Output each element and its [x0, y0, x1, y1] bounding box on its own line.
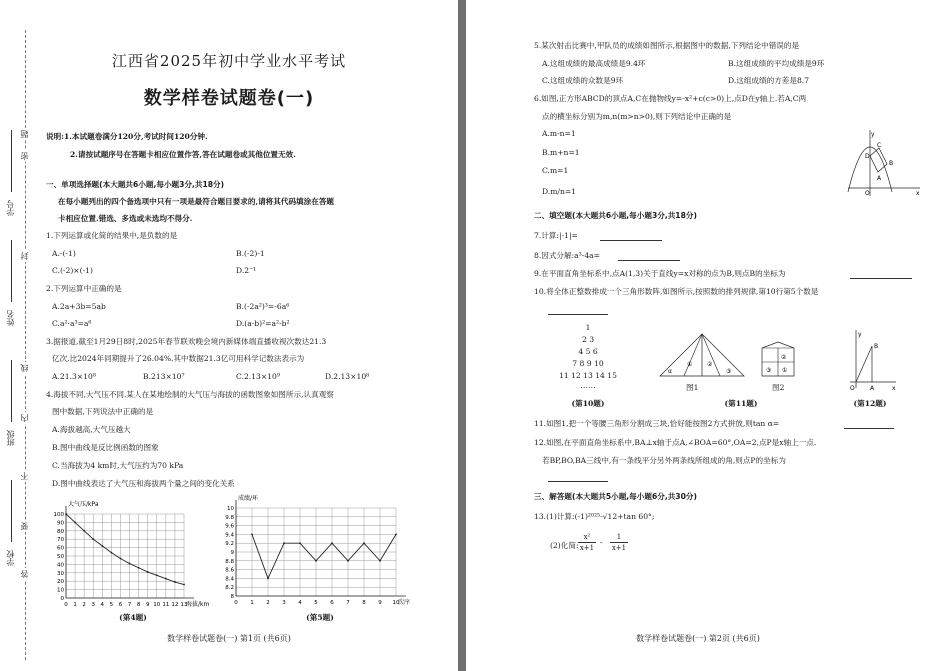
x-tick-label: 7 — [346, 600, 350, 606]
option-5d: D.这组成绩的方差是8.7 — [728, 76, 810, 85]
question-12: 12.如图,在平面直角坐标系中,BA⊥x轴于点A,∠BOA=60°,OA=2,点P是x轴上一点. — [534, 438, 817, 447]
seal-char: 不 — [20, 472, 29, 480]
label-o2: O — [850, 385, 855, 392]
data-point — [165, 578, 167, 580]
question-12-line-2: 若BP,BO,BA三线中,有一条线平分另外两条线所组成的角,则点P的坐标为 — [542, 456, 786, 465]
data-point — [283, 542, 285, 544]
section-2-title: 二、填空题(本大题共6小题,每小题3分,共18分) — [534, 211, 697, 220]
student-no-field[interactable] — [11, 130, 12, 192]
data-point — [347, 560, 349, 562]
y-tick-label: 8.6 — [225, 567, 234, 574]
data-point — [315, 560, 317, 562]
data-point — [147, 571, 149, 573]
name-field[interactable] — [11, 240, 12, 302]
y-tick-label: 8.4 — [225, 576, 234, 583]
seal-char: 内 — [20, 414, 29, 422]
part-2: ② — [707, 361, 713, 368]
option-5c: C.这组成绩的众数是9环 — [542, 76, 624, 85]
option-4a: A.海拔越高,大气压越大 — [52, 425, 131, 434]
x-tick-label: 6 — [330, 600, 334, 606]
label-y2: y — [858, 331, 862, 338]
figure-11-1-label: 图1 — [686, 383, 699, 392]
y-tick-label: 40 — [57, 562, 64, 569]
x-tick-label: 2 — [266, 600, 270, 606]
option-3c: C.2.13×10⁹ — [236, 372, 280, 381]
data-point — [156, 574, 158, 576]
x-tick-label: 7 — [127, 602, 132, 608]
fraction-1-numerator: x² — [583, 533, 591, 541]
x-tick-label: 8 — [136, 602, 141, 608]
label-b: B — [889, 160, 894, 167]
figure-12-diagram — [840, 326, 900, 392]
data-point — [129, 563, 131, 565]
option-1a: A.-(-1) — [52, 249, 76, 258]
exam-title: 江西省2025年初中学业水平考试 — [111, 52, 347, 70]
series-line — [252, 534, 396, 578]
section-3-title: 三、解答题(本大题共5小题,每小题6分,共30分) — [534, 492, 697, 501]
label-x: x — [916, 190, 920, 197]
data-point — [267, 578, 269, 580]
label-d: D — [865, 153, 870, 160]
figure-11-diagram — [656, 330, 826, 390]
fraction-2-denominator: x+1 — [611, 544, 627, 552]
series-line — [66, 514, 184, 585]
option-2a: A.2a+3b=5ab — [52, 302, 106, 311]
fraction-1-denominator: x+1 — [579, 544, 595, 552]
option-1c: C.(-2)×(-1) — [52, 266, 93, 275]
question-1: 1.下列运算或化简的结果中,是负数的是 — [46, 231, 178, 240]
answer-blank-8[interactable] — [618, 260, 680, 261]
option-5b: B.这组成绩的平均成绩是9环 — [728, 59, 825, 68]
y-tick-label: 9 — [230, 550, 234, 556]
data-point — [331, 542, 333, 544]
option-3d: D.2.13×10⁸ — [325, 372, 370, 381]
option-1b: B.(-2)-1 — [236, 249, 265, 258]
y-tick-label: 9.6 — [225, 523, 234, 530]
section-1-instruction: 在每小题列出的四个备选项中只有一项是最符合题目要求的,请将其代码填涂在答题 — [58, 197, 335, 206]
alpha-1: α — [668, 368, 672, 375]
seal-char: 密 — [20, 152, 29, 160]
option-2d: D.(a-b)²=a²-b² — [236, 319, 290, 328]
x-tick-label: 1 — [250, 600, 254, 606]
seal-char: 题 — [20, 130, 29, 138]
page-divider — [458, 0, 466, 671]
answer-blank-10[interactable] — [548, 314, 608, 315]
figure-4-chart — [48, 500, 218, 615]
data-point — [65, 513, 67, 515]
data-point — [83, 530, 85, 532]
figure-5-chart — [220, 494, 420, 615]
question-2: 2.下列运算中正确的是 — [46, 284, 122, 293]
data-point — [92, 538, 94, 540]
y-tick-label: 50 — [57, 554, 64, 560]
paper-title: 数学样卷试题卷(一) — [143, 88, 315, 109]
label-a2: A — [870, 385, 875, 392]
part-2b: ② — [781, 354, 787, 361]
answer-blank-9[interactable] — [850, 278, 912, 279]
option-3b: B.213×10⁷ — [143, 372, 185, 381]
seal-char: 封 — [20, 252, 29, 260]
figure-11-caption: (第11题) — [724, 399, 758, 408]
y-axis-label: 成绩/环 — [238, 495, 259, 502]
question-3-line-2: 亿次,比2024年同期提升了26.04%.其中数据21.3亿可用科学记数法表示为 — [52, 354, 305, 363]
array-row-6: …… — [580, 381, 596, 390]
x-tick-label: 13 — [180, 602, 188, 608]
x-tick-label: 9 — [145, 602, 150, 608]
y-tick-label: 8.2 — [225, 585, 234, 592]
section-1-title: 一、单项选择题(本大题共6小题,每小题3分,共18分) — [46, 180, 225, 189]
option-6a: A.m-n=1 — [542, 129, 576, 138]
y-tick-label: 9.4 — [225, 532, 234, 539]
part-1b: ① — [782, 367, 788, 374]
data-point — [74, 522, 76, 524]
option-1d: D.2⁻¹ — [236, 266, 257, 275]
y-tick-label: 30 — [57, 570, 64, 577]
data-point — [120, 558, 122, 560]
data-point — [251, 534, 253, 536]
x-tick-label: 0 — [64, 602, 68, 608]
label-b2: B — [874, 343, 879, 350]
array-row-5: 11 12 13 14 15 — [559, 371, 617, 380]
seal-char: 答 — [20, 570, 29, 578]
name-label: 姓名 — [6, 310, 15, 326]
question-9: 9.在平面直角坐标系中,点A(1,3)关于直线y=x对称的点为B,则点B的坐标为 — [534, 269, 786, 278]
option-6b: B.m+n=1 — [542, 148, 580, 157]
x-tick-label: 6 — [118, 602, 123, 608]
data-point — [138, 567, 140, 569]
question-5: 5.某次射击比赛中,甲队员的成绩如图所示,根据图中的数据,下列结论中错误的是 — [534, 41, 800, 50]
y-tick-label: 100 — [53, 512, 64, 518]
question-4-line-2: 图中数据,下列说法中正确的是 — [52, 407, 154, 416]
x-tick-label: 10 — [153, 602, 161, 608]
x-tick-label: 5 — [314, 600, 318, 606]
question-13-part-1: 13.(1)计算:(-1)²⁰²⁵-√12+tan 60°; — [534, 512, 655, 521]
x-tick-label: 4 — [100, 602, 105, 608]
answer-blank-7[interactable] — [600, 240, 662, 241]
y-tick-label: 70 — [57, 537, 64, 544]
x-tick-label: 11 — [162, 602, 170, 608]
data-point — [395, 534, 397, 536]
seal-char: 线 — [20, 364, 29, 372]
x-axis-label: 次序 — [398, 599, 411, 606]
exam-page-2 — [466, 0, 930, 671]
label-o: O — [865, 190, 870, 197]
y-tick-label: 10 — [227, 506, 234, 512]
question-13-part-2: (2)化简: — [550, 541, 579, 550]
part-3: ③ — [726, 368, 732, 375]
x-tick-label: 10 — [392, 600, 400, 606]
option-3a: A.21.3×10⁸ — [52, 372, 96, 381]
data-point — [183, 584, 185, 586]
question-4: 4.海拔不同,大气压不同.某人在某地绘制的大气压与海拔的函数图象如图所示,认真观察 — [46, 390, 334, 399]
figure-4-caption: (第4题) — [119, 613, 147, 622]
option-4d: D.图中曲线表达了大气压和海拔两个量之间的变化关系 — [52, 479, 235, 488]
data-point — [174, 581, 176, 583]
answer-blank-11[interactable] — [844, 428, 894, 429]
y-tick-label: 80 — [57, 528, 64, 535]
question-11: 11.如图1,把一个等腰三角形分割成三块,恰好能按图2方式拼放,则tan α= — [534, 419, 780, 428]
class-field[interactable] — [11, 360, 12, 422]
x-tick-label: 2 — [82, 602, 86, 608]
option-6c: C.m=1 — [542, 166, 569, 175]
x-tick-label: 3 — [91, 602, 95, 608]
x-tick-label: 3 — [282, 600, 286, 606]
y-tick-label: 20 — [57, 579, 64, 586]
page-footer: 数学样卷试题卷(一) 第1页 (共6页) — [167, 634, 291, 643]
label-x2: x — [892, 385, 896, 392]
option-6d: D.m/n=1 — [542, 187, 577, 196]
x-tick-label: 1 — [73, 602, 77, 608]
y-tick-label: 9.2 — [225, 541, 234, 548]
data-point — [101, 545, 103, 547]
figure-11-2-label: 图2 — [772, 383, 785, 392]
answer-blank-12[interactable] — [548, 481, 608, 482]
question-6-line-2: 点的横坐标分别为m,n(m>n>0),则下列结论中正确的是 — [542, 112, 732, 121]
data-point — [379, 560, 381, 562]
y-tick-label: 0 — [60, 596, 64, 602]
x-tick-label: 12 — [171, 602, 179, 608]
class-label: 班级 — [6, 430, 15, 446]
y-tick-label: 60 — [57, 545, 64, 552]
y-tick-label: 10 — [57, 587, 64, 594]
x-tick-label: 9 — [378, 600, 382, 606]
x-tick-label: 8 — [362, 600, 366, 606]
option-2c: C.a²·a³=a⁶ — [52, 319, 92, 328]
figure-6-diagram — [844, 126, 924, 198]
figure-12-caption: (第12题) — [853, 399, 887, 408]
question-7: 7.计算:|-1|= — [534, 231, 578, 240]
seal-char: 要 — [20, 522, 29, 530]
option-4b: B.图中曲线是反比例函数的图象 — [52, 443, 159, 452]
question-10: 10.将全体正整数排成一个三角形数阵,如图所示,按照数的排列规律,第10行第5个数是 — [534, 287, 819, 296]
page-footer: 数学样卷试题卷(一) 第2页 (共6页) — [636, 634, 760, 643]
label-a: A — [877, 175, 882, 182]
part-3b: ③ — [766, 367, 772, 374]
section-1-instruction: 卡相应位置.错选、多选或未选均不得分. — [58, 214, 193, 223]
part-1: ① — [687, 361, 693, 368]
y-axis-label: 大气压/kPa — [68, 501, 99, 508]
x-tick-label: 4 — [298, 600, 302, 606]
option-4c: C.当海拔为4 km时,大气压约为70 kPa — [52, 461, 184, 470]
figure-5-caption: (第5题) — [306, 613, 334, 622]
binding-line — [25, 30, 26, 660]
data-point — [299, 542, 301, 544]
student-no-label: 学号 — [6, 200, 15, 216]
school-field[interactable] — [11, 480, 12, 542]
y-tick-label: 9.8 — [225, 514, 234, 521]
x-tick-label: 5 — [109, 602, 114, 608]
question-8: 8.因式分解:a³-4a= — [534, 251, 601, 260]
option-5a: A.这组成绩的最高成绩是9.4环 — [542, 59, 646, 68]
y-tick-label: 8 — [230, 594, 234, 600]
minus-sign: - — [600, 538, 603, 547]
array-row-2: 2 3 — [581, 335, 595, 344]
school-label: 学校 — [6, 550, 15, 566]
data-point — [363, 542, 365, 544]
fraction-2-numerator: 1 — [616, 533, 622, 541]
note-1: 说明:1.本试题卷满分120分,考试时间120分钟. — [46, 132, 208, 141]
array-row-4: 7 8 9 10 — [572, 359, 604, 368]
question-3: 3.据报道,截至1月29日8时,2025年春节联欢晚会境内新媒体端直播收视次数达21.3 — [46, 337, 327, 346]
option-2b: B.(-2a²)³=-6a⁶ — [236, 302, 290, 311]
x-tick-label: 0 — [234, 600, 238, 606]
label-y: y — [871, 131, 875, 138]
note-2: 2.请按试题序号在答题卡相应位置作答,答在试题卷或其他位置无效. — [70, 150, 296, 159]
label-c: C — [877, 142, 882, 149]
figure-10-caption: (第10题) — [571, 399, 605, 408]
array-row-3: 4 5 6 — [578, 347, 598, 356]
x-axis-label: 海拔/km — [186, 601, 210, 608]
data-point — [110, 552, 112, 554]
y-tick-label: 90 — [57, 520, 64, 527]
array-row-1: 1 — [585, 323, 591, 332]
question-6: 6.如图,正方形ABCD的顶点A,C在抛物线y=-x²+c(c>0)上,点D在y轴上.若A,C两 — [534, 94, 807, 103]
y-tick-label: 8.8 — [225, 558, 234, 565]
exam-page-1 — [0, 0, 458, 671]
